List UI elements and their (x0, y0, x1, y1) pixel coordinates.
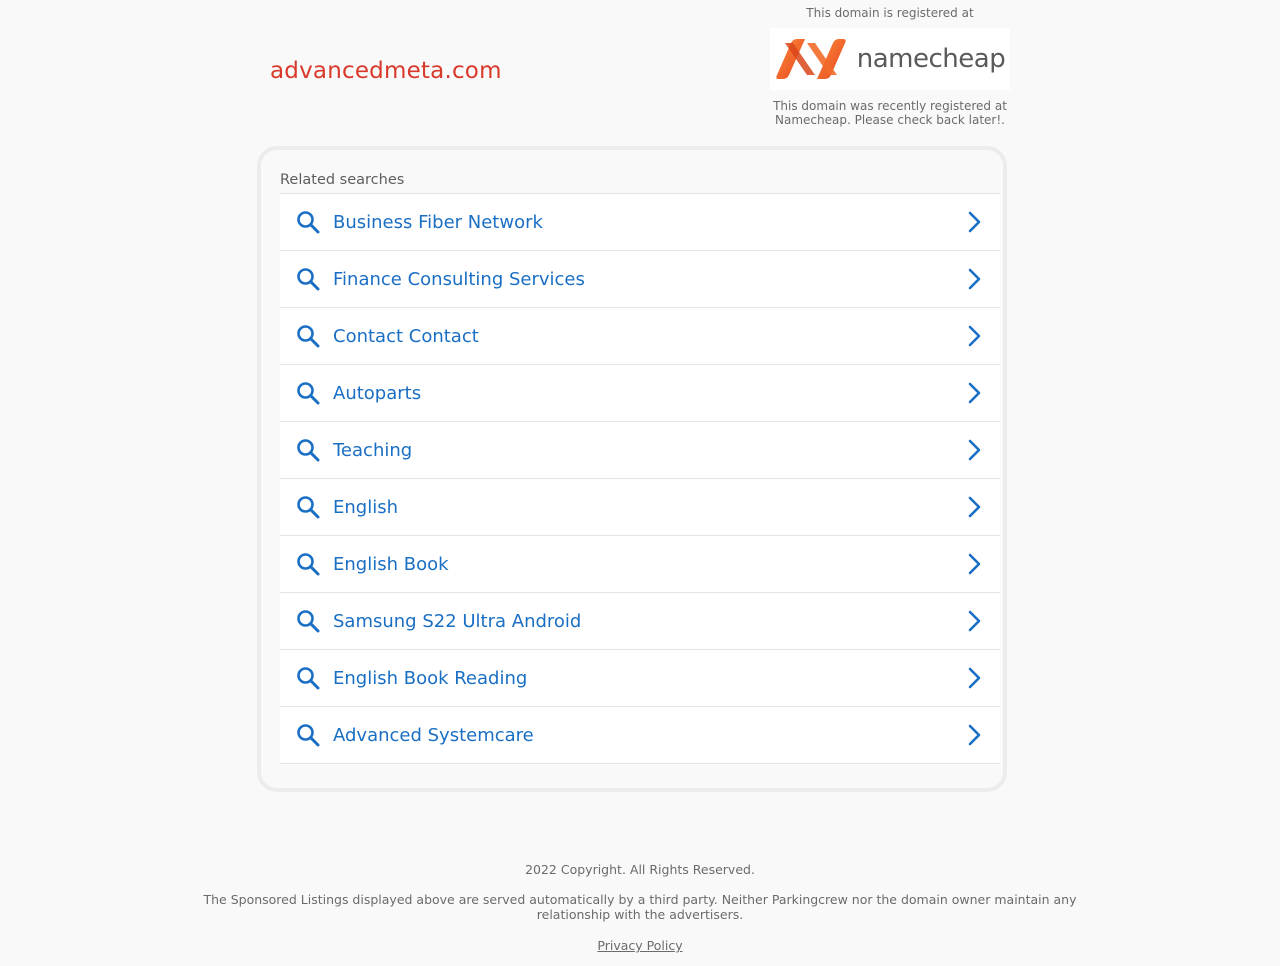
copyright-text: 2022 Copyright. All Rights Reserved. (525, 862, 755, 877)
related-searches-panel (257, 146, 1007, 792)
privacy-policy-link[interactable]: Privacy Policy (597, 938, 683, 953)
chevron-right-icon (963, 610, 985, 632)
search-icon (295, 494, 321, 520)
namecheap-logo[interactable] (770, 28, 1010, 90)
list-item-label[interactable]: Finance Consulting Services (333, 268, 585, 290)
chevron-right-icon (963, 382, 985, 404)
list-item[interactable] (280, 194, 1000, 251)
list-item[interactable] (280, 422, 1000, 479)
chevron-right-icon (963, 724, 985, 746)
search-icon (295, 209, 321, 235)
list-item[interactable] (280, 251, 1000, 308)
chevron-right-icon (963, 211, 985, 233)
search-icon (295, 665, 321, 691)
chevron-right-icon (963, 268, 985, 290)
list-item-label[interactable]: Samsung S22 Ultra Android (333, 610, 582, 632)
list-item[interactable] (280, 707, 1000, 764)
footer (0, 862, 1280, 953)
search-icon (295, 551, 321, 577)
chevron-right-icon (963, 439, 985, 461)
list-item-label[interactable]: English Book (333, 553, 449, 575)
registrar-box (760, 0, 1020, 127)
chevron-right-icon (963, 553, 985, 575)
list-item-label[interactable]: Contact Contact (333, 325, 479, 347)
namecheap-wordmark: namecheap (856, 44, 1006, 74)
chevron-right-icon (963, 667, 985, 689)
search-icon (295, 380, 321, 406)
registrar-note-line1: This domain was recently registered at (773, 99, 1007, 113)
registrar-note-line2: Namecheap. Please check back later!. (775, 113, 1005, 127)
list-item-label[interactable]: Advanced Systemcare (333, 724, 534, 746)
list-item[interactable] (280, 593, 1000, 650)
chevron-right-icon (963, 496, 985, 518)
search-icon (295, 722, 321, 748)
domain-name: advancedmeta.com (270, 58, 502, 84)
list-item[interactable] (280, 536, 1000, 593)
search-icon (295, 437, 321, 463)
registered-at-text: This domain is registered at (806, 6, 974, 20)
search-icon (295, 266, 321, 292)
list-item-label[interactable]: English Book Reading (333, 667, 528, 689)
registrar-note (760, 99, 1020, 127)
search-icon (295, 608, 321, 634)
related-searches-title: Related searches (280, 172, 405, 188)
list-item[interactable] (280, 479, 1000, 536)
list-item-label[interactable]: English (333, 496, 398, 518)
list-item-label[interactable]: Business Fiber Network (333, 211, 543, 233)
list-item[interactable] (280, 650, 1000, 707)
list-item-label[interactable]: Autoparts (333, 382, 422, 404)
list-item[interactable] (280, 308, 1000, 365)
related-searches-list (280, 193, 1000, 764)
list-item-label[interactable]: Teaching (333, 439, 413, 461)
list-item[interactable] (280, 365, 1000, 422)
search-icon (295, 323, 321, 349)
namecheap-logo-icon (775, 39, 847, 79)
chevron-right-icon (963, 325, 985, 347)
disclaimer-text: The Sponsored Listings displayed above are served automatically by a third party. Neither Parkingcrew nor the domain owner maintain any relationship with the advertisers. (203, 892, 1077, 922)
